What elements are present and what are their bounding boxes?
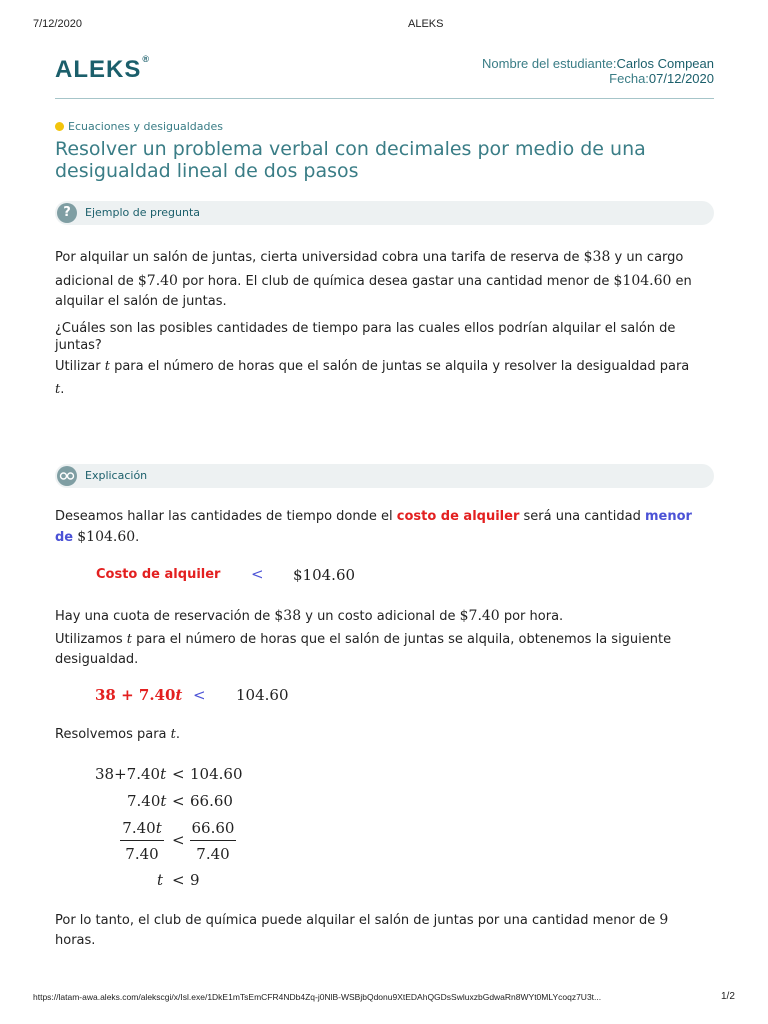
instruction-line-1 [55, 357, 735, 377]
explanation-intro [55, 507, 735, 548]
variable: t [175, 686, 183, 704]
variable: t [55, 382, 61, 397]
text: por hora. [499, 609, 564, 624]
variable: t [170, 727, 176, 742]
text: . [60, 382, 65, 397]
step-1-lhs [95, 765, 166, 783]
title-line-1: Resolver un problema verbal con decimales por medio de una [55, 138, 646, 160]
aleks-logo-text: ALEKS [55, 56, 142, 83]
variable-line-2: desigualdad. [55, 652, 139, 667]
step-4-op: < [172, 871, 185, 889]
amount: $38 [274, 608, 302, 624]
prompt-line-2: juntas? [55, 338, 102, 353]
step-4-lhs: t [157, 871, 164, 889]
variable: t [155, 819, 162, 837]
explanation-variable [55, 630, 735, 670]
step-2-lhs [127, 792, 166, 810]
intro-line-1 [55, 507, 735, 527]
text: . [175, 727, 181, 742]
text: Resolvemos para [55, 727, 171, 742]
word-inequality-op: < [251, 565, 264, 583]
explanation-costs [55, 606, 735, 627]
amount: $104.60 [77, 529, 136, 545]
aleks-logo [55, 56, 150, 84]
registered-mark: ® [142, 54, 150, 64]
amount: $104.60 [613, 273, 672, 289]
step-1-rhs: 104.60 [190, 765, 243, 783]
date-row [482, 71, 714, 86]
student-name-row [482, 56, 714, 71]
prompt-line-1: ¿Cuáles son las posibles cantidades de tiempo para las cuales ellos podrían alquilar el salón de [55, 321, 676, 336]
text: Por alquilar un salón de juntas, cierta universidad cobra una tarifa de reserva de [55, 250, 584, 265]
print-title: ALEKS [408, 18, 444, 30]
page-title [55, 138, 646, 182]
amount: $7.40 [459, 608, 500, 624]
step-2-op: < [172, 792, 185, 810]
text: . [135, 530, 140, 545]
explanation-section-bar [55, 464, 714, 488]
amount: $7.40 [137, 273, 178, 289]
student-name-label: Nombre del estudiante: [482, 56, 617, 71]
question-instruction [55, 357, 735, 400]
fraction-numerator: 66.60 [191, 819, 235, 837]
print-page-number: 1/2 [721, 991, 735, 1002]
date-value: 07/12/2020 [648, 71, 714, 86]
question-line-1 [55, 247, 735, 268]
step-1-op: < [172, 765, 185, 783]
fraction-denominator: 7.40 [125, 845, 159, 863]
step-3-lhs-fraction [120, 819, 164, 863]
inequality-lhs [95, 686, 182, 704]
variable: t [104, 359, 110, 374]
text: Utilizamos [55, 632, 127, 647]
print-footer-url: https://latam-awa.aleks.com/alekscgi/x/Isl.exe/1DkE1mTsEmCFR4NDb4Zq-j0NlB-WSBjbQdonu9XtEDAhQGDsSwluxzbGdwaRn8WYt0MLYcoqz7U3t... [33, 992, 602, 1002]
question-section-bar [55, 201, 714, 225]
title-line-2: desigualdad lineal de dos pasos [55, 160, 359, 182]
conclusion [55, 910, 745, 951]
text: en [671, 274, 692, 289]
highlight-blue: menor [644, 509, 692, 524]
variable: t [160, 765, 167, 783]
solve-intro [55, 725, 180, 745]
text: Deseamos hallar las cantidades de tiempo donde el [55, 509, 397, 524]
date-label: Fecha: [609, 71, 649, 86]
fraction-bar [120, 840, 164, 841]
amount: 9 [659, 912, 669, 928]
step-3-op: < [172, 831, 185, 849]
step-2-rhs: 66.60 [190, 792, 233, 810]
topic-category: Ecuaciones y desigualdades [68, 120, 224, 133]
intro-line-2 [55, 527, 735, 548]
word-inequality-rhs: $104.60 [293, 566, 356, 584]
text: será una cantidad [519, 509, 645, 524]
inequality-rhs: 104.60 [236, 686, 289, 704]
variable: t [160, 792, 167, 810]
text: Por lo tanto, el club de química puede alquilar el salón de juntas por una cantidad menor de [55, 913, 660, 928]
fraction-bar [190, 840, 236, 841]
text: Hay una cuota de reservación de [55, 609, 275, 624]
question-line-2 [55, 271, 735, 292]
text: para el número de horas que el salón de juntas se alquila, obtenemos la siguiente [132, 632, 672, 647]
text: y un cargo [610, 250, 684, 265]
fraction-denominator: 7.40 [196, 845, 230, 863]
question-section-label: Ejemplo de pregunta [85, 206, 201, 219]
step-3-rhs-fraction [190, 819, 236, 863]
question-paragraph [55, 247, 735, 312]
topic-dot-icon [55, 122, 64, 131]
instruction-line-2 [55, 380, 735, 400]
question-line-3: alquilar el salón de juntas. [55, 294, 227, 309]
inequality-op: < [193, 686, 206, 704]
student-name: Carlos Compean [616, 56, 714, 71]
explanation-section-label: Explicación [85, 469, 148, 482]
glasses-icon [57, 466, 77, 486]
question-icon: ? [57, 203, 77, 223]
text: adicional de [55, 274, 138, 289]
expression: 7.40 [127, 792, 161, 810]
question-prompt [55, 320, 735, 354]
variable-line-1 [55, 630, 735, 650]
text: para el número de horas que el salón de juntas se alquila y resolver la desigualdad para [109, 359, 690, 374]
highlight-blue: de [55, 530, 74, 545]
amount: $38 [583, 249, 611, 265]
step-4-rhs: 9 [190, 871, 200, 889]
word-inequality-lhs: Costo de alquiler [96, 567, 221, 582]
student-info [482, 56, 714, 86]
text: por hora. El club de química desea gastar una cantidad menor de [177, 274, 614, 289]
conclusion-line-2: horas. [55, 933, 96, 948]
expression: 7.40 [122, 819, 156, 837]
expression: 38+7.40 [95, 765, 161, 783]
costs-line [55, 606, 735, 627]
header-divider [55, 98, 714, 99]
text: y un costo adicional de [301, 609, 460, 624]
expression: 38 + 7.40 [95, 686, 176, 704]
print-date: 7/12/2020 [33, 18, 82, 30]
highlight-red: costo de alquiler [396, 509, 520, 524]
text: Utilizar [55, 359, 105, 374]
variable: t [126, 632, 132, 647]
conclusion-line-1 [55, 910, 745, 931]
fraction-numerator [120, 819, 164, 837]
